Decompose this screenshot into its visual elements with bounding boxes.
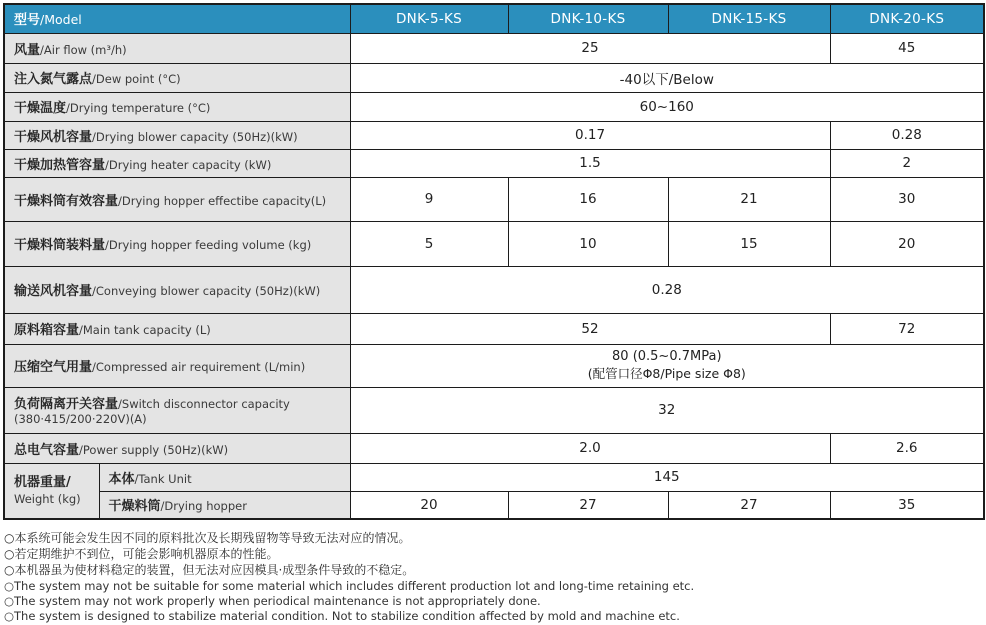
- row-hopper-effective-capacity: [4, 177, 984, 221]
- power-supply-value-20: 2.6: [830, 433, 984, 463]
- hopper-capacity-value-20: 30: [830, 177, 984, 221]
- model-column-dnk-15-ks: DNK-15-KS: [668, 4, 830, 33]
- model-column-dnk-10-ks: DNK-10-KS: [508, 4, 668, 33]
- row-weight-drying-hopper: [4, 491, 984, 519]
- compressed-air-value-line1: 80 (0.5~0.7MPa): [612, 348, 722, 364]
- drying-temperature-value: 60~160: [350, 92, 984, 121]
- hopper-capacity-value-15: 21: [668, 177, 830, 221]
- footnotes: [4, 531, 986, 625]
- drying-heater-value-5-15: 1.5: [350, 149, 830, 177]
- footnote-en-1: ○The system may not be suitable for some material which includes different production lot and long-time retaining etc.: [4, 578, 695, 593]
- power-supply-value-5-15: 2.0: [350, 433, 830, 463]
- row-drying-temperature: [4, 92, 984, 121]
- weight-group-label: 机器重量/ Weight (kg): [4, 463, 99, 519]
- weight-tank-unit-label: 本体/Tank Unit: [99, 463, 350, 491]
- weight-drying-hopper-label: 干燥料筒/Drying hopper: [99, 491, 350, 519]
- model-header-label-zh: 型号: [14, 13, 41, 29]
- hopper-capacity-value-5: 9: [350, 177, 508, 221]
- air-flow-label: 风量/Air flow (m³/h): [4, 33, 350, 63]
- row-air-flow: [4, 33, 984, 63]
- hopper-capacity-label: 干燥料筒有效容量/Drying hopper effectibe capacity(L): [4, 177, 350, 221]
- row-dew-point: [4, 63, 984, 92]
- drying-blower-value-20: 0.28: [830, 121, 984, 149]
- power-supply-label: 总电气容量/Power supply (50Hz)(kW): [4, 433, 350, 463]
- drying-temperature-label: 干燥温度/Drying temperature (°C): [4, 92, 350, 121]
- model-header-label-en: /Model: [40, 12, 82, 28]
- compressed-air-value-line2: (配管口径Φ8/Pipe size Φ8): [587, 365, 746, 381]
- drying-heater-value-20: 2: [830, 149, 984, 177]
- weight-hopper-value-5: 20: [350, 491, 508, 519]
- drying-blower-label: 干燥风机容量/Drying blower capacity (50Hz)(kW): [4, 121, 350, 149]
- hopper-volume-value-10: 10: [508, 221, 668, 266]
- row-main-tank-capacity: [4, 313, 984, 344]
- air-flow-value-20: 45: [830, 33, 984, 63]
- footnote-en-3: ○The system is designed to stabilize material condition. Not to stabilize condition affected by mold and machine etc.: [4, 609, 680, 624]
- compressed-air-label: 压缩空气用量/Compressed air requirement (L/min): [4, 344, 350, 387]
- dew-point-label: 注入氮气露点/Dew point (°C): [4, 63, 350, 92]
- spec-table: [3, 3, 985, 520]
- dew-point-value: -40以下/Below: [350, 63, 984, 92]
- compressed-air-value: [350, 344, 984, 387]
- model-header-label: [4, 4, 350, 33]
- row-hopper-feeding-volume: [4, 221, 984, 266]
- hopper-capacity-value-10: 16: [508, 177, 668, 221]
- conveying-blower-label: 输送风机容量/Conveying blower capacity (50Hz)(kW): [4, 266, 350, 313]
- switch-disconnector-label: 负荷隔离开关容量/Switch disconnector capacity (380·415/200·220V)(A): [4, 387, 350, 433]
- hopper-volume-value-15: 15: [668, 221, 830, 266]
- row-power-supply: [4, 433, 984, 463]
- row-switch-disconnector-capacity: [4, 387, 984, 433]
- air-flow-value-5-15: 25: [350, 33, 830, 63]
- main-tank-value-5-15: 52: [350, 313, 830, 344]
- row-weight-tank-unit: [4, 463, 984, 491]
- footnote-zh-3: ○本机器虽为使材料稳定的装置，但无法对应因模具·成型条件导致的不稳定。: [4, 562, 415, 577]
- row-drying-blower-capacity: [4, 121, 984, 149]
- drying-heater-label: 干燥加热管容量/Drying heater capacity (kW): [4, 149, 350, 177]
- conveying-blower-value: 0.28: [350, 266, 984, 313]
- main-tank-value-20: 72: [830, 313, 984, 344]
- row-conveying-blower-capacity: [4, 266, 984, 313]
- weight-hopper-value-20: 35: [830, 491, 984, 519]
- footnote-zh-1: ○本系统可能会发生因不同的原料批次及长期残留物等导致无法对应的情况。: [4, 531, 411, 545]
- weight-tank-unit-value: 145: [350, 463, 984, 491]
- weight-hopper-value-15: 27: [668, 491, 830, 519]
- row-compressed-air-requirement: [4, 344, 984, 387]
- hopper-volume-value-5: 5: [350, 221, 508, 266]
- model-column-dnk-20-ks: DNK-20-KS: [830, 4, 984, 33]
- model-column-dnk-5-ks: DNK-5-KS: [350, 4, 508, 33]
- switch-disconnector-value: 32: [350, 387, 984, 433]
- drying-blower-value-5-15: 0.17: [350, 121, 830, 149]
- footnote-zh-2: ○若定期维护不到位，可能会影响机器原本的性能。: [4, 546, 279, 561]
- main-tank-label: 原料箱容量/Main tank capacity (L): [4, 313, 350, 344]
- weight-hopper-value-10: 27: [508, 491, 668, 519]
- hopper-volume-label: 干燥料筒装料量/Drying hopper feeding volume (kg): [4, 221, 350, 266]
- header-row: [4, 4, 984, 33]
- switch-disconnector-label-line2: (380·415/200·220V)(A): [14, 412, 147, 427]
- hopper-volume-value-20: 20: [830, 221, 984, 266]
- row-drying-heater-capacity: [4, 149, 984, 177]
- footnote-en-2: ○The system may not work properly when periodical maintenance is not appropriately done.: [4, 594, 541, 609]
